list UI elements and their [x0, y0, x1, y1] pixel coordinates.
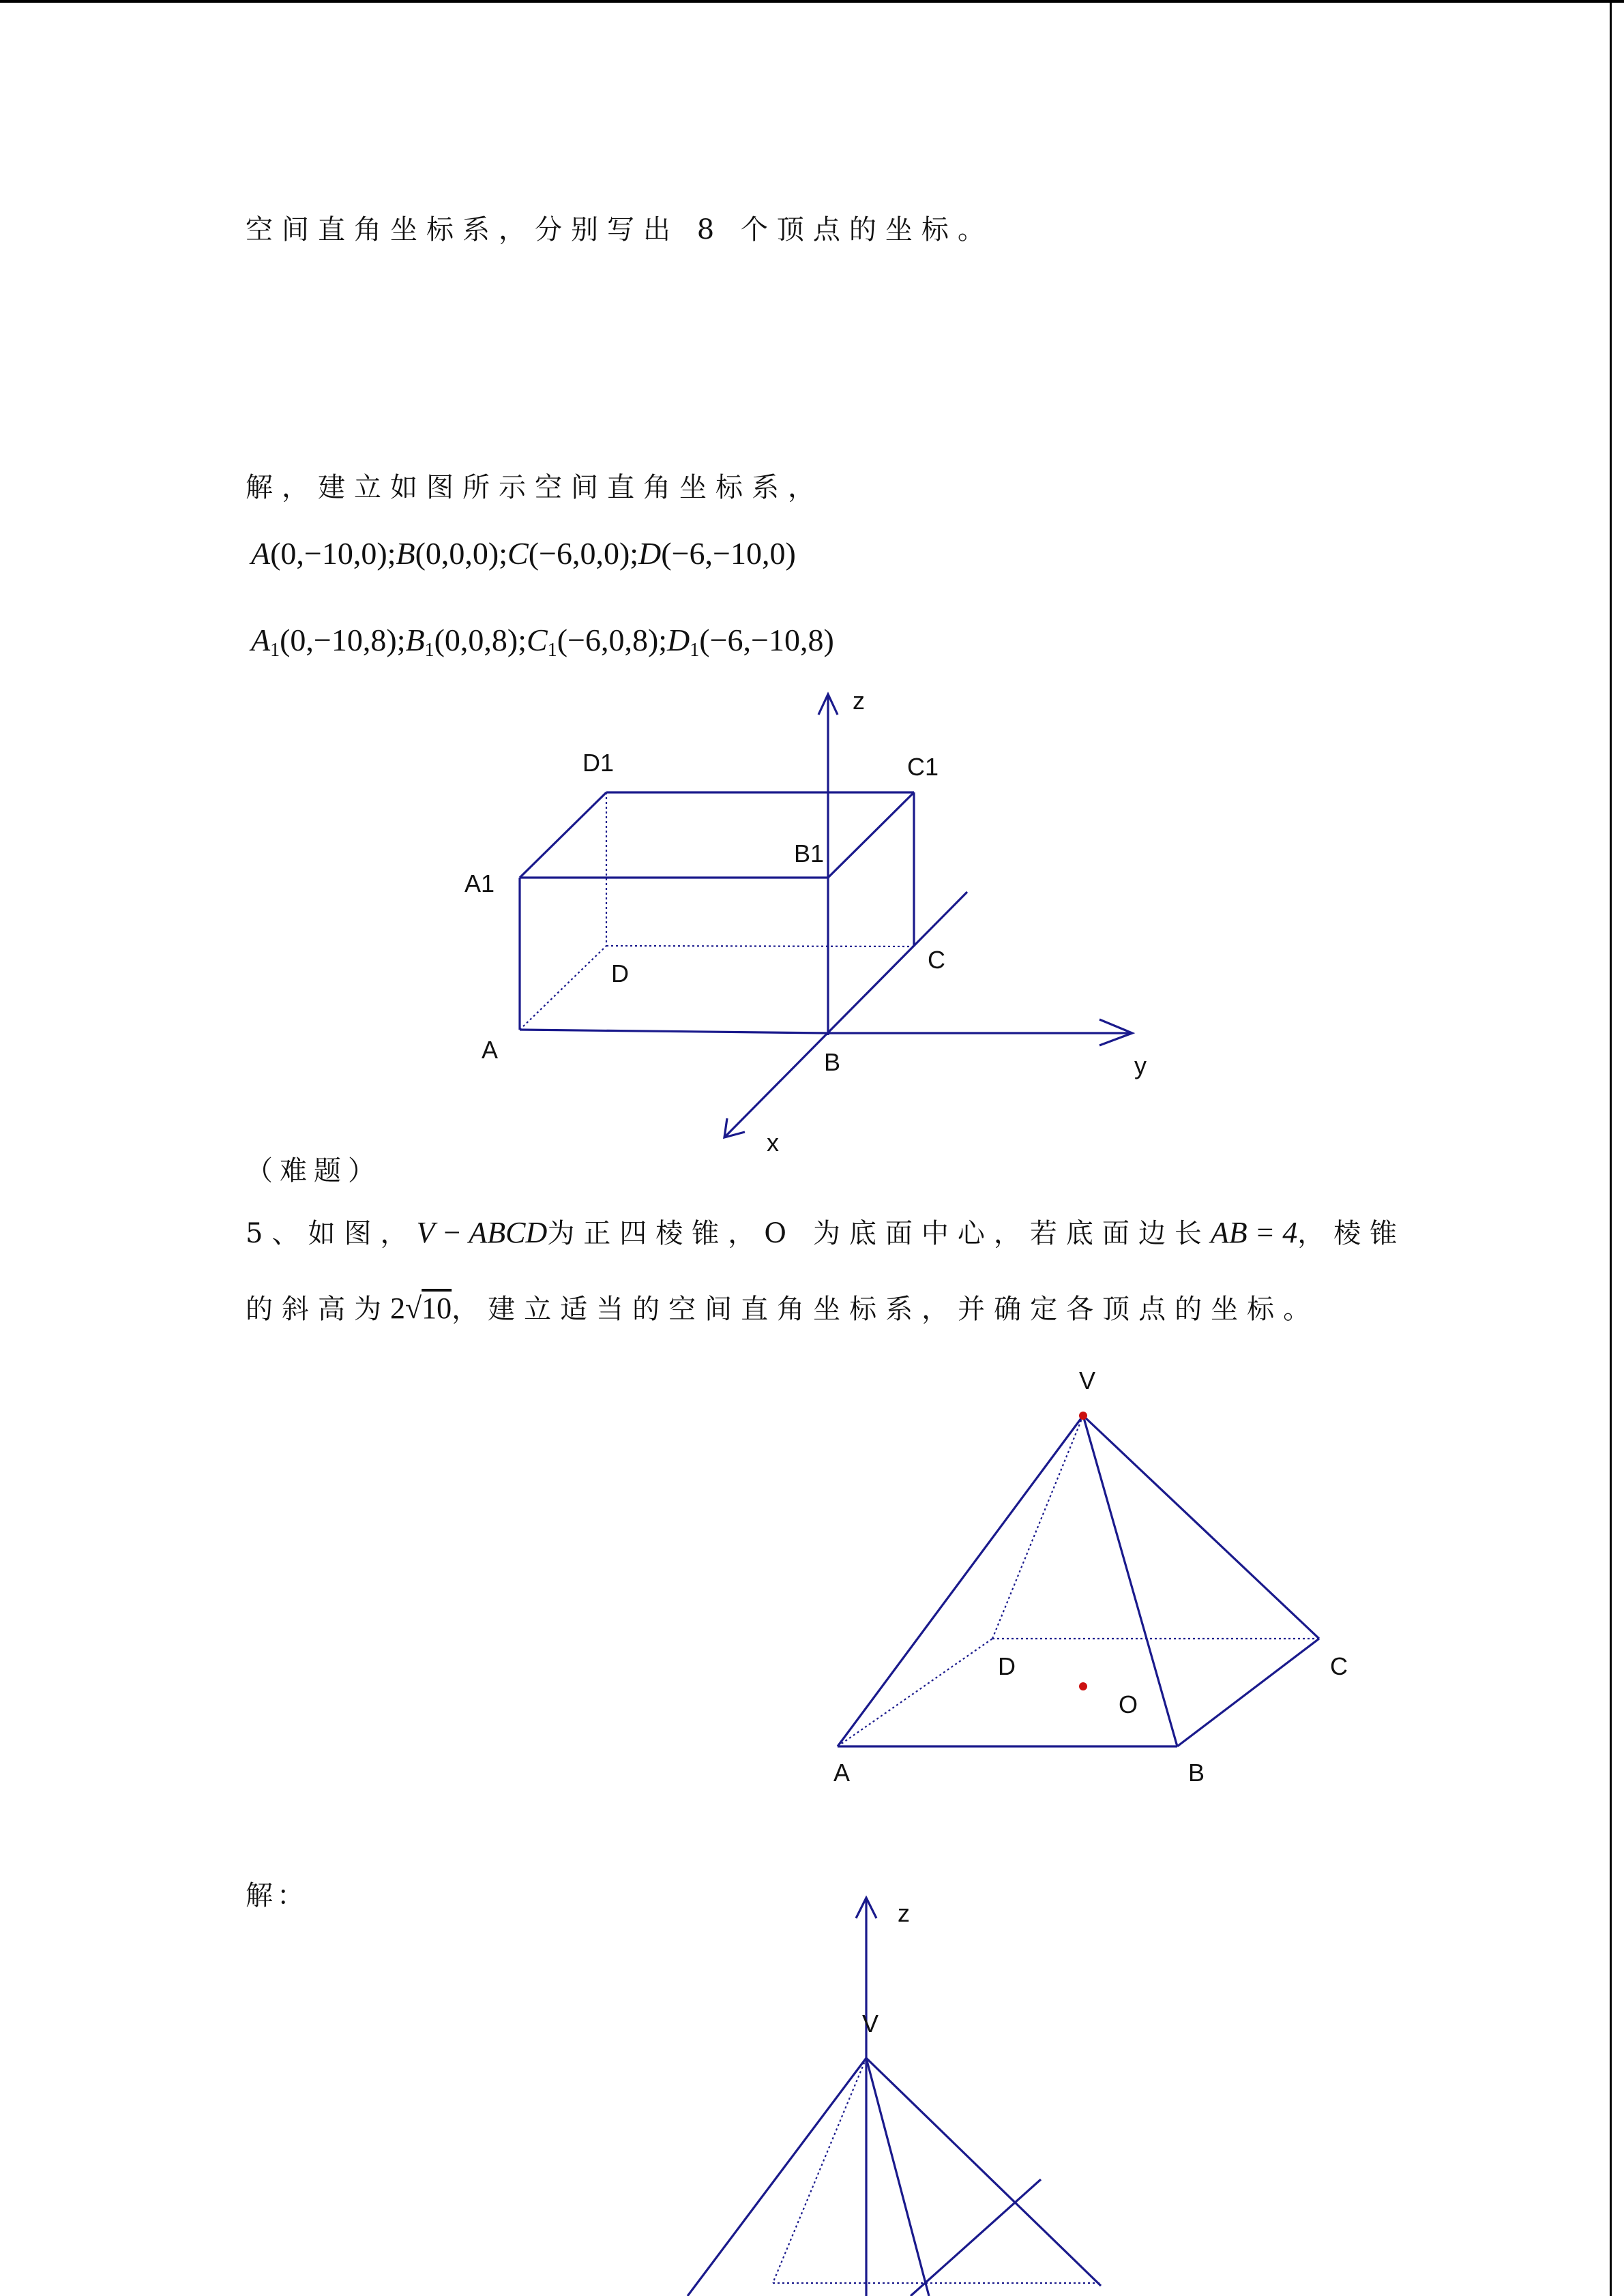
vertex-label-D: D	[611, 959, 629, 987]
axis-label-x: x	[767, 1129, 779, 1157]
radicand: 10	[422, 1292, 452, 1325]
coord-value-B: (0,0,0);	[415, 536, 507, 571]
problem5-desc: 为正四棱锥，O 为底面中心，若底面边长	[547, 1218, 1211, 1249]
vertex-label-A: A	[482, 1036, 499, 1064]
problem4-statement-tail: 空间直角坐标系，分别写出 8 个顶点的坐标。	[246, 214, 994, 245]
edge-B1-C1	[828, 792, 914, 878]
coord-value-A1: (0,−10,8);	[280, 623, 406, 657]
coord-value-D: (−6,−10,0)	[661, 536, 796, 571]
edge-V-C	[866, 2058, 1101, 2286]
problem5-line2-rest: ，建立适当的空间直角坐标系，并确定各顶点的坐标。	[452, 1294, 1320, 1325]
hidden-edge-V-D	[773, 2058, 866, 2283]
edge-V-B	[866, 2058, 929, 2296]
figure-box-axes	[464, 687, 1147, 1157]
hidden-edge-V-D	[992, 1416, 1083, 1639]
point-V	[1079, 1412, 1087, 1420]
problem5-solution-label: 解：	[246, 1880, 308, 1911]
edge-A1-D1	[520, 792, 606, 878]
edge-B-C	[1177, 1639, 1319, 1746]
vertex-label-A: A	[833, 1759, 851, 1787]
edge-V-C	[1083, 1416, 1319, 1639]
vertex-label-O: O	[1119, 1690, 1138, 1718]
coord-sub-A1: 1	[270, 640, 280, 661]
vertex-label-C1: C1	[907, 753, 939, 781]
coord-label-D: D	[638, 536, 662, 571]
vertex-label-D1: D1	[582, 749, 615, 777]
vertex-label-A1: A1	[464, 869, 495, 897]
axis-label-z: z	[853, 687, 865, 715]
vertex-label-V: V	[1079, 1367, 1096, 1395]
problem5-pyramid-name: V − ABCD	[416, 1216, 548, 1249]
point-O	[1079, 1682, 1087, 1690]
radical-coefficient: 2	[390, 1292, 405, 1325]
coord-value-C: (−6,0,0);	[528, 536, 639, 571]
vertex-label-V: V	[862, 2010, 879, 2038]
coord-label-C1: C	[527, 623, 548, 657]
difficulty-tag: （难题）	[246, 1155, 382, 1187]
figure-pyramid	[833, 1367, 1348, 1787]
figure-pyramid-axes	[688, 1898, 1101, 2296]
edge-V-A	[838, 1416, 1083, 1746]
problem5-number-intro: 5、如图，	[246, 1218, 417, 1249]
coord-value-C1: (−6,0,8);	[557, 623, 668, 657]
edge-V-A	[688, 2058, 866, 2296]
hidden-edge-A-D	[520, 946, 606, 1030]
coord-label-B: B	[396, 536, 415, 571]
coord-label-B1: B	[405, 623, 425, 657]
x-axis-partial	[911, 2179, 1041, 2296]
axis-label-z: z	[898, 1899, 910, 1927]
vertex-label-C: C	[928, 946, 945, 974]
coord-sub-D1: 1	[690, 640, 700, 661]
vertex-label-D: D	[998, 1652, 1016, 1680]
coord-value-D1: (−6,−10,8)	[699, 623, 834, 657]
coord-label-A: A	[251, 536, 271, 571]
edge-A-B	[520, 1030, 828, 1033]
problem5-line1-end: ，棱锥	[1297, 1218, 1406, 1249]
coord-label-C: C	[507, 536, 529, 571]
coord-sub-C1: 1	[547, 640, 557, 661]
coord-label-A1: A	[251, 623, 271, 657]
vertex-label-B: B	[824, 1048, 841, 1076]
problem4-solution-intro: 解，建立如图所示空间直角坐标系，	[246, 472, 824, 503]
coord-value-B1: (0,0,8);	[434, 623, 527, 657]
vertex-label-C: C	[1330, 1652, 1348, 1680]
hidden-edge-A-D	[838, 1639, 992, 1746]
x-axis	[724, 892, 967, 1137]
coord-label-D1: D	[667, 623, 690, 657]
axis-label-y: y	[1134, 1052, 1147, 1079]
problem5-slant-intro: 的斜高为	[246, 1294, 390, 1325]
vertex-label-B: B	[1188, 1759, 1205, 1787]
coord-value-A: (0,−10,0);	[270, 536, 396, 571]
coord-sub-B1: 1	[424, 640, 434, 661]
problem5-edge-equation: AB = 4	[1210, 1216, 1298, 1249]
radical-sign: √	[405, 1292, 422, 1325]
vertex-label-B1: B1	[794, 839, 825, 867]
